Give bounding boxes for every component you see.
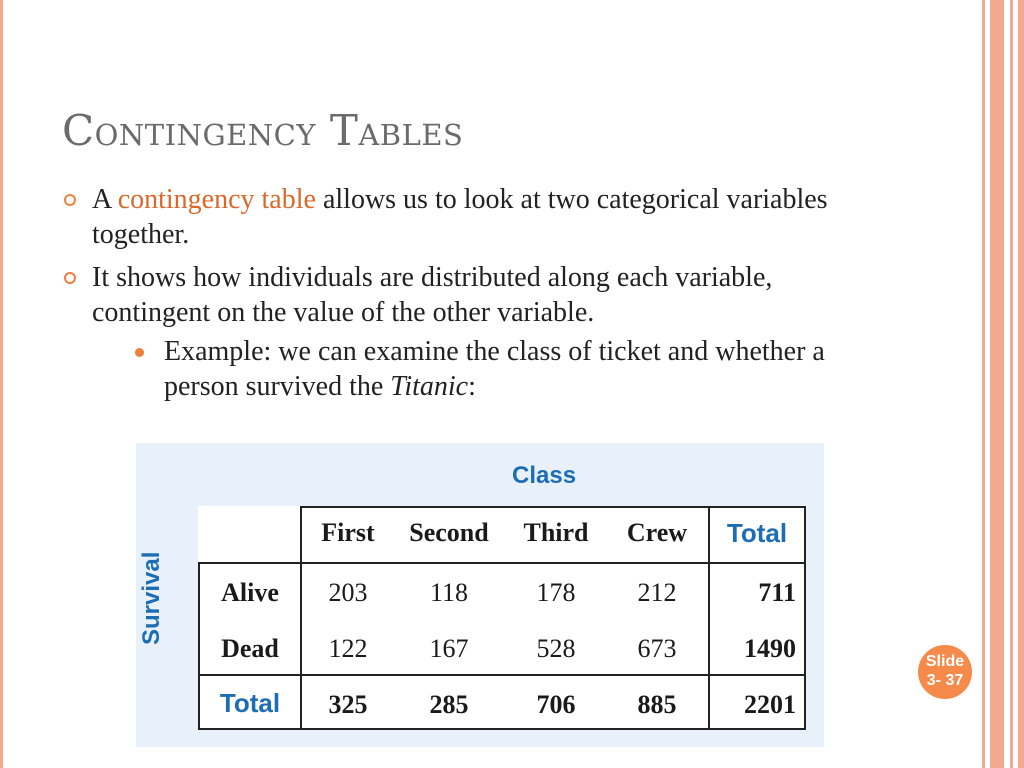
column-total: 285 <box>429 690 469 719</box>
bullet-circle-icon <box>64 194 76 206</box>
column-header-total: Total <box>726 518 788 548</box>
bullet-text: allows us to look at two categorical variables together. <box>92 184 828 250</box>
bullet-item <box>62 182 852 252</box>
sub-bullet-dot-icon <box>135 348 144 357</box>
slide-number-badge <box>918 645 972 699</box>
contingency-table <box>198 506 806 730</box>
highlight-term: contingency table <box>117 184 316 215</box>
column-header: First <box>321 518 375 547</box>
right-border-edge <box>1010 0 1013 768</box>
badge-line: 3- 37 <box>926 672 964 689</box>
row-total: 711 <box>758 578 796 607</box>
bullet-item <box>62 260 852 404</box>
table-cell: 673 <box>637 634 677 663</box>
row-header-total: Total <box>219 688 281 718</box>
sub-bullet-text: Example: we can examine the class of ticket and whether a person survived the <box>164 336 825 402</box>
bullet-list <box>62 182 852 412</box>
grand-total: 2201 <box>744 690 796 719</box>
left-border-line <box>0 0 3 768</box>
column-header: Crew <box>626 518 688 547</box>
row-header: Alive <box>221 578 279 607</box>
sub-bullet-text: : <box>468 371 476 402</box>
column-total: 325 <box>328 690 368 719</box>
row-group-label: Survival <box>138 551 165 645</box>
column-group-label: Class <box>512 462 577 489</box>
bullet-text: A <box>92 184 118 215</box>
column-header: Second <box>409 518 489 547</box>
table-cell: 203 <box>328 578 368 607</box>
right-border-line <box>982 0 985 768</box>
table-rule <box>804 506 806 730</box>
column-total: 885 <box>637 690 677 719</box>
table-rule <box>198 674 806 676</box>
badge-line: Slide <box>925 653 965 670</box>
table-rule <box>300 506 302 730</box>
right-border-edge2 <box>1018 0 1024 768</box>
slide-title: Contingency Tables <box>62 106 464 155</box>
right-border-band <box>990 0 1004 768</box>
table-cell: 528 <box>536 634 576 663</box>
table-rule <box>198 728 806 730</box>
column-total: 706 <box>536 690 576 719</box>
table-cell: 212 <box>637 578 677 607</box>
row-header: Dead <box>221 634 279 663</box>
table-cell: 178 <box>536 578 576 607</box>
table-rule <box>198 562 200 730</box>
table-rule <box>708 506 710 730</box>
sub-bullet-item <box>122 334 852 404</box>
table-rule <box>198 562 806 564</box>
bullet-text: It shows how individuals are distributed along each variable, contingent on the value of the other variable. <box>92 262 773 328</box>
table-cell: 167 <box>429 634 469 663</box>
row-total: 1490 <box>744 634 796 663</box>
table-cell: 122 <box>328 634 368 663</box>
bullet-circle-icon <box>64 272 76 284</box>
table-rule <box>300 506 806 508</box>
column-header: Third <box>523 518 589 547</box>
titanic-italic: Titanic <box>390 371 469 402</box>
table-cell: 118 <box>429 578 469 607</box>
